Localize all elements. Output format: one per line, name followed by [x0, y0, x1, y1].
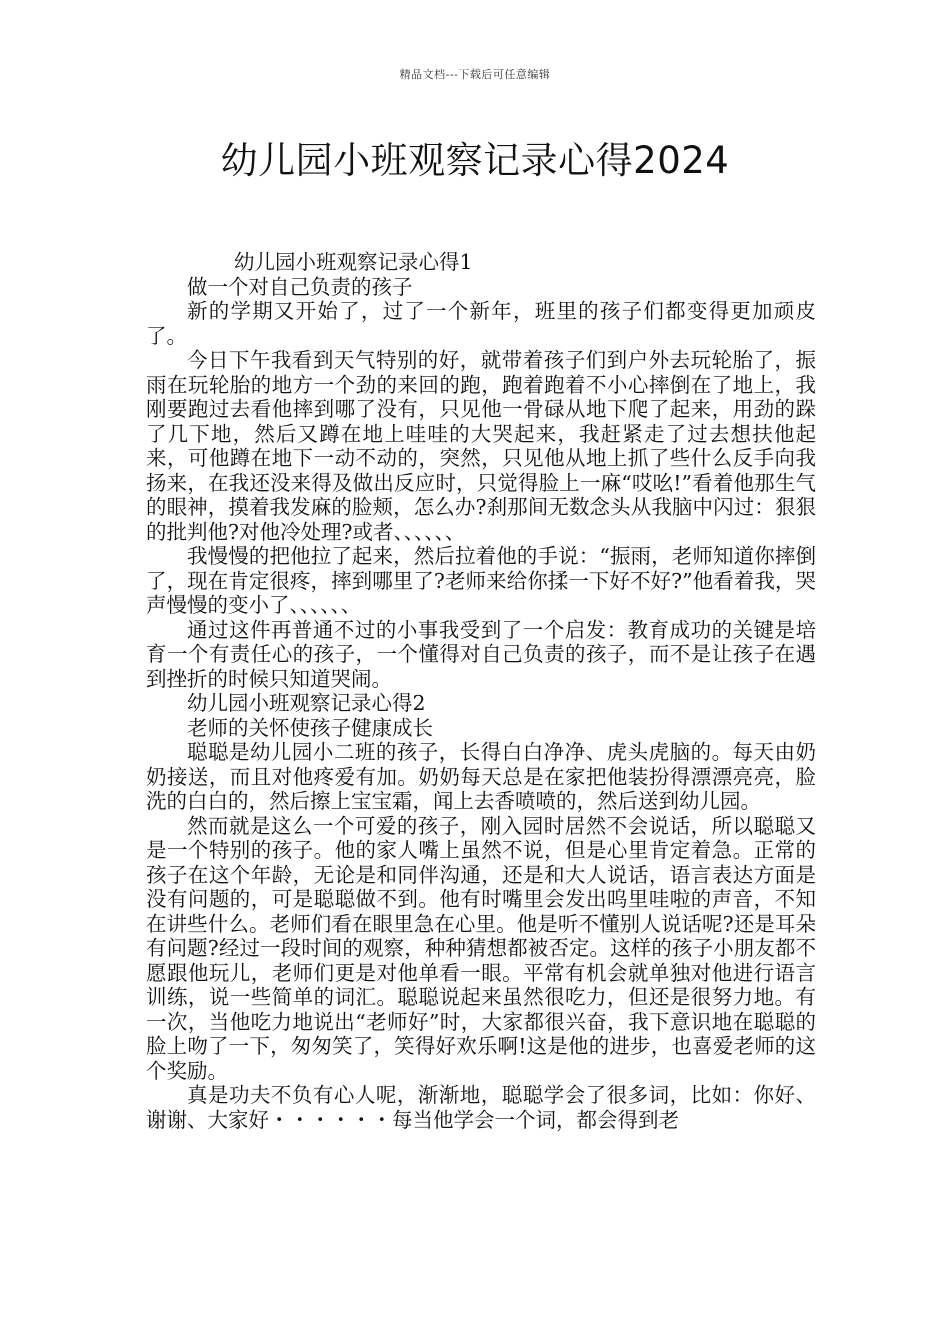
document-body — [146, 250, 816, 1132]
paragraph: 然而就是这么一个可爱的孩子，刚入园时居然不会说话，所以聪聪又是一个特别的孩子。他的家人嘴上虽然不说，但是心里肯定着急。正常的孩子在这个年龄，无论是和同伴沟通，还是和大人说话，语言表达方面是没有问题的，可是聪聪做不到。他有时嘴里会发出呜里哇啦的声音，不知在讲些什么。老师们看在眼里急在心里。他是听不懂别人说话呢?还是耳朵有问题?经过一段时间的观察，种种猜想都被否定。这样的孩子小朋友都不愿跟他玩儿，老师们更是对他单看一眼。平常有机会就单独对他进行语言训练，说一些简单的词汇。聪聪说起来虽然很吃力，但还是很努力地。有一次，当他吃力地说出“老师好”时，大家都很兴奋，我下意识地在聪聪的脸上吻了一下，匆匆笑了，笑得好欢乐啊!这是他的进步，也喜爱老师的这个奖励。 — [146, 813, 816, 1083]
section-subtitle: 做一个对自己负责的孩子 — [187, 274, 413, 299]
section-heading: 幼儿园小班观察记录心得1 — [234, 250, 473, 274]
paragraph: 我慢慢的把他拉了起来，然后拉着他的手说：“振雨，老师知道你摔倒了，现在肯定很疼，摔到哪里了?老师来给你揉一下好不好?”他看着我，哭声慢慢的变小了、、、、、、 — [146, 544, 816, 617]
paragraph: 新的学期又开始了，过了一个新年，班里的孩子们都变得更加顽皮了。 — [146, 299, 816, 348]
paragraph: 聪聪是幼儿园小二班的孩子，长得白白净净、虎头虎脑的。每天由奶奶接送，而且对他疼爱有加。奶奶每天总是在家把他装扮得漂漂亮亮，脸洗的白白的，然后擦上宝宝霜，闻上去香喷喷的，然后送到幼儿园。 — [146, 740, 816, 813]
paragraph: 真是功夫不负有心人呢，渐渐地，聪聪学会了很多词，比如：你好、谢谢、大家好・・・・・・每当他学会一个词，都会得到老 — [146, 1083, 816, 1132]
document-title: 幼儿园小班观察记录心得2024 — [220, 139, 730, 182]
header-note: 精品文档---下载后可任意编辑 — [399, 68, 551, 81]
paragraph: 通过这件再普通不过的小事我受到了一个启发：教育成功的关键是培育一个有责任心的孩子，一个懂得对自己负责的孩子，而不是让孩子在遇到挫折的时候只知道哭闹。 — [146, 617, 816, 691]
paragraph: 今日下午我看到天气特别的好，就带着孩子们到户外去玩轮胎了，振雨在玩轮胎的地方一个劲的来回的跑，跑着跑着不小心摔倒在了地上，我刚要跑过去看他摔到哪了没有，只见他一骨碌从地下爬了起来，用劲的跺了几下地，然后又蹲在地上哇哇的大哭起来，我赶紧走了过去想扶他起来，可他蹲在地下一动不动的，突然，只见他从地上抓了些什么反手向我扬来，在我还没来得及做出反应时，只觉得脸上一麻“哎吆!”看着他那生气的眼神，摸着我发麻的脸颊，怎么办?刹那间无数念头从我脑中闪过：狠狠的批判他?对他冷处理?或者、、、、、、 — [146, 348, 816, 544]
section-subtitle: 老师的关怀使孩子健康成长 — [187, 715, 433, 740]
section-heading: 幼儿园小班观察记录心得2 — [187, 691, 426, 715]
